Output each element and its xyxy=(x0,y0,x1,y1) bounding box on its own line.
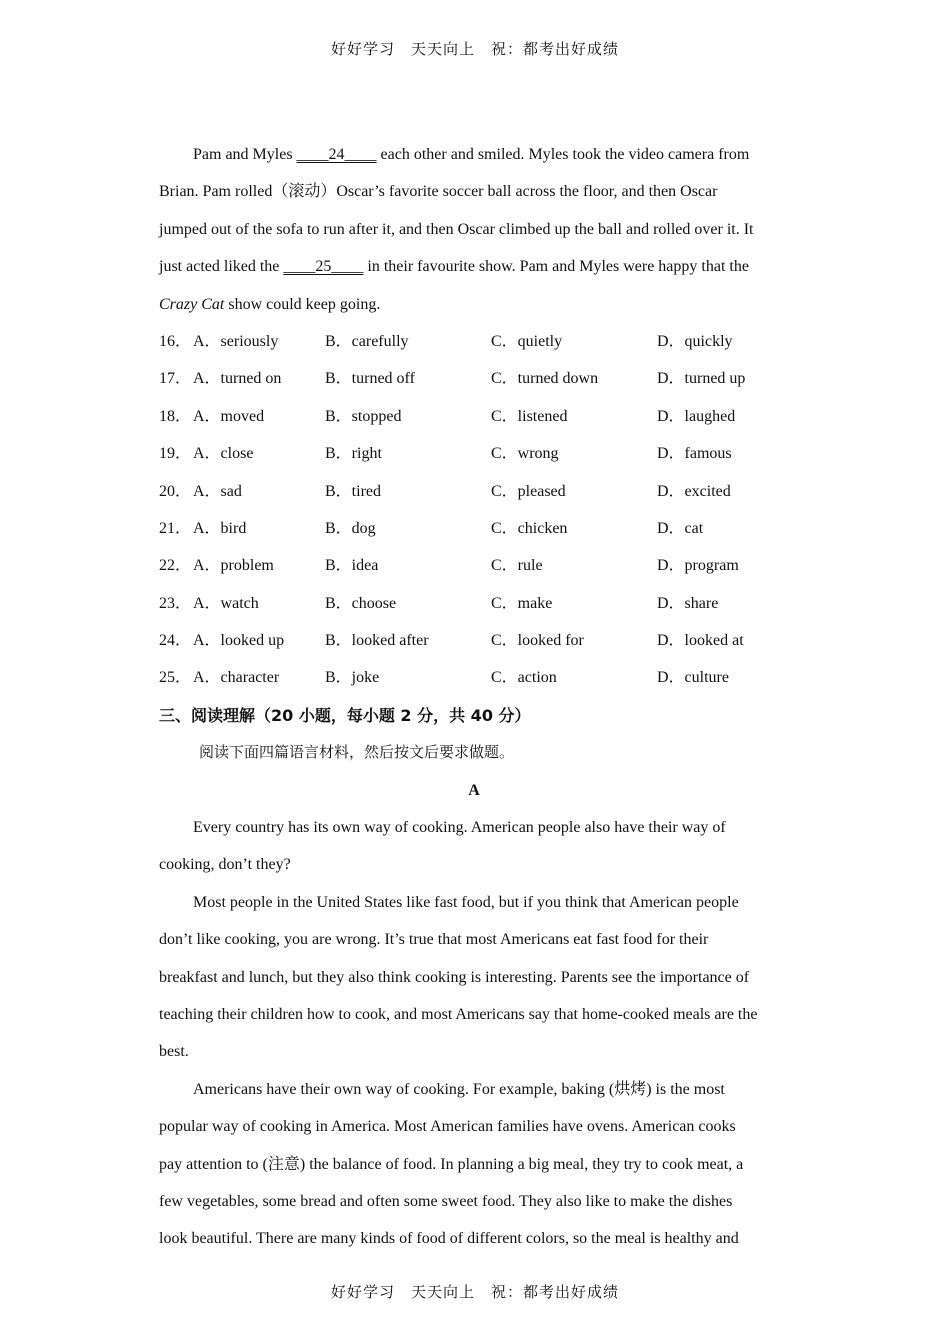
question-row xyxy=(159,323,789,360)
question-row xyxy=(159,398,789,435)
option-c: C．wrong xyxy=(491,445,559,463)
question-number: 21． xyxy=(159,519,192,537)
passage-line: breakfast and lunch, but they also think cooking is interesting. Parents see the importance of xyxy=(159,968,750,986)
page-footer: 好好学习 天天向上 祝：都考出好成绩 xyxy=(330,1283,619,1301)
option-b: B．choose xyxy=(325,594,397,612)
option-a: A．moved xyxy=(193,407,265,425)
option-a: A．bird xyxy=(193,519,247,537)
question-number: 23． xyxy=(159,594,192,612)
question-number: 17． xyxy=(159,370,192,388)
option-b: B．dog xyxy=(325,519,376,537)
option-c: C．quietly xyxy=(491,332,563,350)
question-row xyxy=(159,659,789,696)
passage-line: jumped out of the sofa to run after it, and then Oscar climbed up the ball and rolled over it. It xyxy=(159,220,754,238)
section-instruction: 阅读下面四篇语言材料，然后按文后要求做题。 xyxy=(199,743,515,762)
option-b: B．tired xyxy=(325,482,381,500)
passage-text: each other and smiled. Myles took the video camera from xyxy=(376,146,750,163)
option-c: C．turned down xyxy=(491,370,599,388)
option-a: A．turned on xyxy=(193,370,282,388)
option-c: C．listened xyxy=(491,407,568,425)
option-d: D．quickly xyxy=(657,332,733,350)
option-b: B．stopped xyxy=(325,407,402,425)
show-title: Crazy Cat xyxy=(159,295,225,313)
passage-line: few vegetables, some bread and often some sweet food. They also like to make the dishes xyxy=(159,1192,733,1210)
option-c: C．action xyxy=(491,669,557,687)
option-b: B．turned off xyxy=(325,370,415,388)
passage-line: don’t like cooking, you are wrong. It’s true that most Americans eat fast food for their xyxy=(159,931,709,949)
question-row xyxy=(159,435,789,472)
option-d: D．famous xyxy=(657,445,732,463)
option-a: A．character xyxy=(193,669,280,687)
section-title: 三、阅读理解（20 小题，每小题 2 分，共 40 分） xyxy=(159,705,531,725)
question-list xyxy=(159,323,789,697)
passage-line: pay attention to (注意) the balance of food. In planning a big meal, they try to cook meat, a xyxy=(159,1155,744,1173)
passage-line: cooking, don’t they? xyxy=(159,856,291,874)
option-d: D．looked at xyxy=(657,632,744,650)
option-d: D．turned up xyxy=(657,370,746,388)
document-body xyxy=(159,136,789,1258)
passage-line xyxy=(159,248,789,285)
question-row xyxy=(159,360,789,397)
option-b: B．joke xyxy=(325,669,380,687)
question-number: 24． xyxy=(159,632,192,650)
question-row xyxy=(159,547,789,584)
passage-text: in their favourite show. Pam and Myles were happy that the xyxy=(363,258,749,276)
question-row xyxy=(159,622,789,659)
option-a: A．problem xyxy=(193,557,274,575)
question-row xyxy=(159,585,789,622)
option-b: B．looked after xyxy=(325,632,429,650)
question-number: 19． xyxy=(159,445,192,463)
option-d: D．laughed xyxy=(657,407,736,425)
option-a: A．sad xyxy=(193,482,242,500)
option-d: D．program xyxy=(657,557,739,575)
question-row xyxy=(159,510,789,547)
option-a: A．watch xyxy=(193,594,259,612)
page-header: 好好学习 天天向上 祝：都考出好成绩 xyxy=(330,40,619,58)
option-c: C．pleased xyxy=(491,482,566,500)
passage-line: popular way of cooking in America. Most American families have ovens. American cooks xyxy=(159,1118,736,1136)
option-c: C．rule xyxy=(491,557,543,575)
passage-text: show could keep going. xyxy=(224,295,381,313)
option-d: D．cat xyxy=(657,519,704,537)
option-c: C．chicken xyxy=(491,519,568,537)
option-d: D．share xyxy=(657,594,719,612)
passage-line: Every country has its own way of cooking. American people also have their way of xyxy=(193,819,726,837)
passage-line: Most people in the United States like fast food, but if you think that American people xyxy=(193,893,739,911)
blank-25: ____25____ xyxy=(283,258,364,276)
passage-line: Brian. Pam rolled（滚动）Oscar’s favorite soccer ball across the floor, and then Oscar xyxy=(159,183,718,201)
option-c: C．looked for xyxy=(491,632,584,650)
question-number: 20． xyxy=(159,482,192,500)
question-number: 18． xyxy=(159,407,192,425)
option-b: B．idea xyxy=(325,557,379,575)
passage-text: just acted liked the xyxy=(159,258,284,276)
passage-line: best. xyxy=(159,1043,189,1061)
option-a: A．close xyxy=(193,445,254,463)
option-d: D．excited xyxy=(657,482,731,500)
blank-24: ____24____ xyxy=(296,146,377,163)
option-b: B．carefully xyxy=(325,332,409,350)
passage-line: look beautiful. There are many kinds of food of different colors, so the meal is healthy and xyxy=(159,1230,739,1248)
passage-label: A xyxy=(468,781,480,799)
passage-a xyxy=(159,809,789,1258)
question-row xyxy=(159,473,789,510)
passage-text: Pam and Myles xyxy=(193,146,297,163)
option-a: A．seriously xyxy=(193,332,279,350)
passage-line: Americans have their own way of cooking. For example, baking (烘烤) is the most xyxy=(193,1080,725,1098)
option-a: A．looked up xyxy=(193,632,285,650)
option-b: B．right xyxy=(325,445,382,463)
question-number: 25． xyxy=(159,669,192,687)
passage-line: teaching their children how to cook, and most Americans say that home-cooked meals are the xyxy=(159,1005,758,1023)
question-number: 22． xyxy=(159,557,192,575)
option-c: C．make xyxy=(491,594,553,612)
question-number: 16． xyxy=(159,332,192,350)
option-d: D．culture xyxy=(657,669,729,687)
passage-line xyxy=(159,136,789,173)
passage-line xyxy=(159,286,789,323)
